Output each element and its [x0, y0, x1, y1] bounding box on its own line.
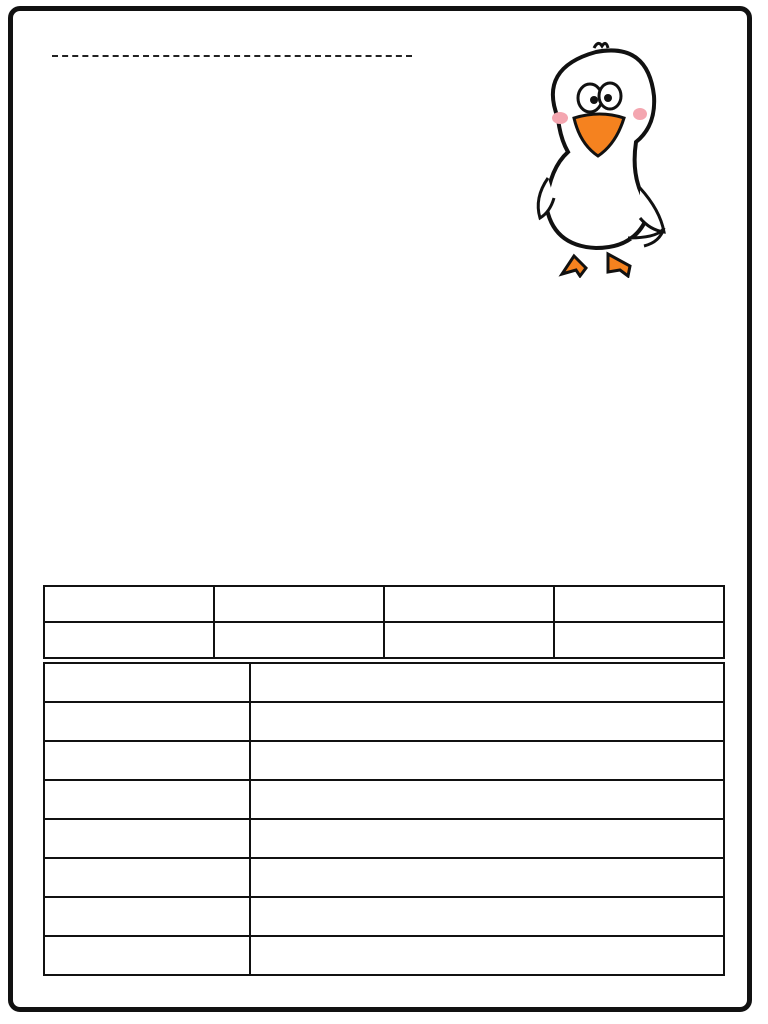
answer-blank[interactable]: [44, 936, 250, 975]
answer-row: [44, 702, 724, 741]
word-bank-word: [554, 622, 724, 658]
answer-blank[interactable]: [44, 741, 250, 780]
question-description: [250, 702, 724, 741]
answer-blank[interactable]: [44, 702, 250, 741]
answer-row: [44, 858, 724, 897]
answer-row: [44, 741, 724, 780]
word-bank-word: [384, 622, 554, 658]
word-bank-row: [44, 622, 724, 658]
word-bank-word: [44, 622, 214, 658]
answer-row: [44, 819, 724, 858]
name-line[interactable]: [52, 55, 412, 57]
question-description: [250, 897, 724, 936]
name-row: [46, 40, 412, 59]
word-bank-table: [43, 585, 725, 659]
question-description: [250, 780, 724, 819]
answer-blank[interactable]: [44, 663, 250, 702]
answer-blank[interactable]: [44, 897, 250, 936]
question-description: [250, 936, 724, 975]
word-bank-row: [44, 586, 724, 622]
word-bank-word: [44, 586, 214, 622]
answer-blank[interactable]: [44, 858, 250, 897]
question-description: [250, 819, 724, 858]
question-description: [250, 663, 724, 702]
question-description: [250, 741, 724, 780]
answer-blank[interactable]: [44, 780, 250, 819]
answer-table: [43, 662, 725, 976]
answer-row: [44, 936, 724, 975]
answer-row: [44, 897, 724, 936]
word-bank-word: [214, 622, 384, 658]
answer-row: [44, 780, 724, 819]
question-description: [250, 858, 724, 897]
word-bank-word: [554, 586, 724, 622]
answer-blank[interactable]: [44, 819, 250, 858]
answer-row: [44, 663, 724, 702]
goose-illustration: [528, 38, 672, 278]
word-bank-word: [384, 586, 554, 622]
word-bank-word: [214, 586, 384, 622]
